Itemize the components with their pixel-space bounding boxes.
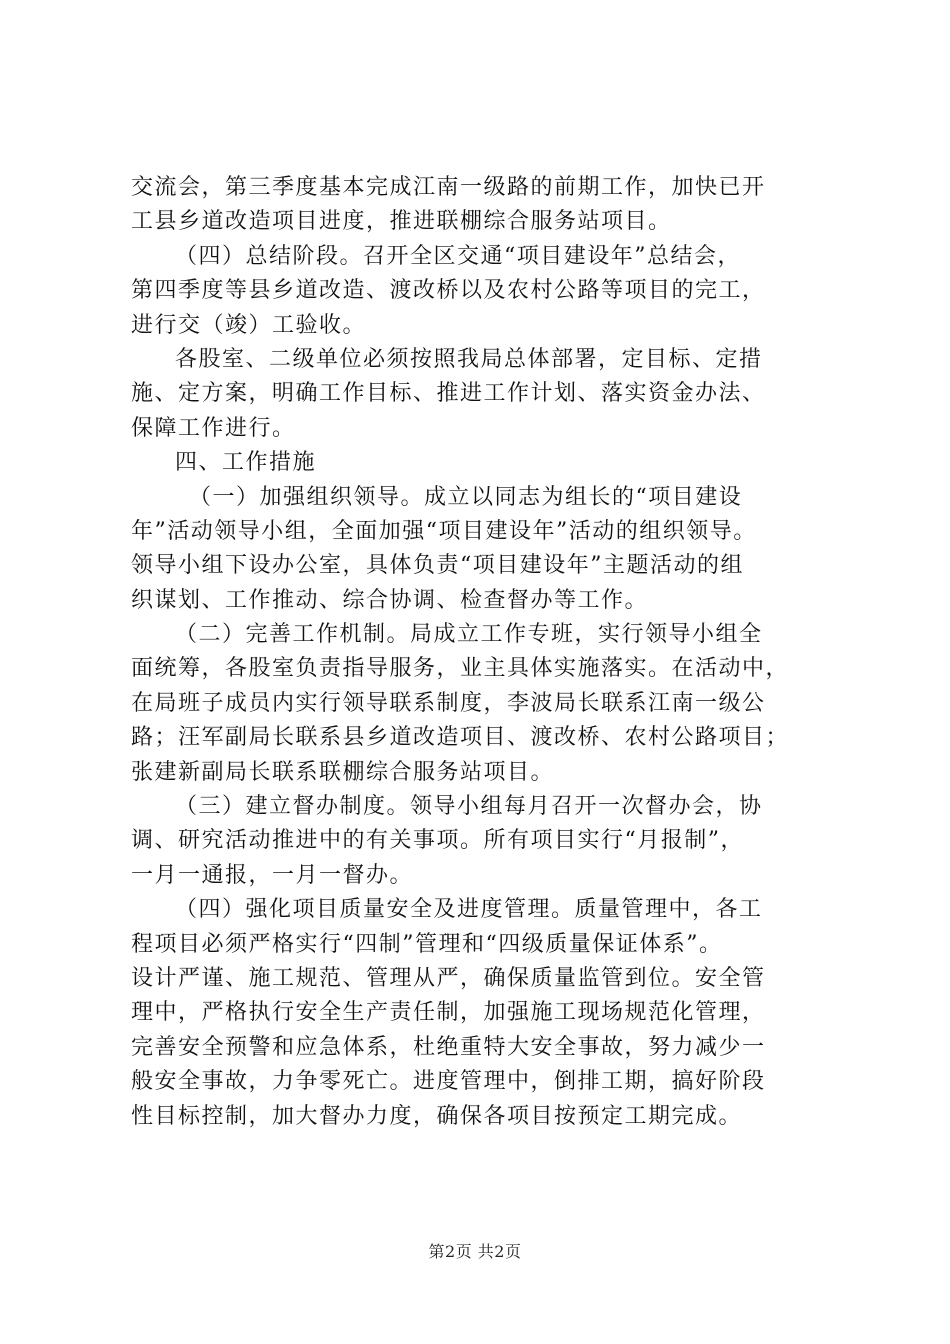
text-line: （四）强化项目质量安全及进度管理。质量管理中，各工 (175, 897, 763, 923)
text-line: 在局班子成员内实行领导联系制度，李波局长联系江南一级公 (131, 690, 766, 716)
text-line: 织谋划、工作推动、综合协调、检查督办等工作。 (131, 587, 649, 613)
text-line: 路；汪军副局长联系县乡道改造项目、渡改桥、农村公路项目； (131, 725, 790, 751)
text-line: 性目标控制，加大督办力度，确保各项目按预定工期完成。 (131, 1103, 743, 1129)
text-line: 调、研究活动推进中的有关事项。所有项目实行“月报制”， (131, 828, 744, 854)
text-line: 理中，严格执行安全生产责任制，加强施工现场规范化管理， (131, 1000, 766, 1026)
text-line: 面统筹，各股室负责指导服务，业主具体实施落实。在活动中， (131, 656, 790, 682)
text-line: 交流会，第三季度基本完成江南一级路的前期工作，加快已开 (131, 175, 766, 200)
text-line: （四）总结阶段。召开全区交通“项目建设年”总结会， (175, 243, 741, 269)
text-line: （三）建立督办制度。领导小组每月召开一次督办会，协 (175, 794, 763, 820)
page-number-footer: 第2页 共2页 (428, 1242, 522, 1261)
section-heading: 四、工作措施 (175, 450, 317, 476)
text-line: 张建新副局长联系联棚综合服务站项目。 (131, 759, 555, 785)
text-line: 一月一通报，一月一督办。 (131, 862, 414, 888)
text-line: （二）完善工作机制。局成立工作专班，实行领导小组全 (175, 622, 763, 648)
text-line: （一）加强组织领导。成立以同志为组长的“项目建设 (189, 484, 743, 510)
text-line: 设计严谨、施工规范、管理从严，确保质量监管到位。安全管 (131, 965, 766, 991)
text-line: 进行交（竣）工验收。 (131, 312, 367, 338)
text-line: 领导小组下设办公室，具体负责“项目建设年”主题活动的组 (131, 553, 744, 579)
text-line: 保障工作进行。 (131, 415, 296, 441)
document-body (131, 171, 831, 1134)
text-line: 施、定方案，明确工作目标、推进工作计划、落实资金办法、 (131, 381, 766, 407)
text-line: 第四季度等县乡道改造、渡改桥以及农村公路等项目的完工， (131, 278, 766, 304)
text-line: 完善安全预警和应急体系，杜绝重特大安全事故，努力减少一 (131, 1034, 766, 1060)
text-line: 各股室、二级单位必须按照我局总体部署，定目标、定措 (175, 346, 763, 372)
text-line: 年”活动领导小组，全面加强“项目建设年”活动的组织领导。 (131, 518, 757, 544)
text-line: 工县乡道改造项目进度，推进联棚综合服务站项目。 (131, 209, 672, 235)
text-line: 般安全事故，力争零死亡。进度管理中，倒排工期，搞好阶段 (131, 1069, 766, 1095)
text-line: 程项目必须严格实行“四制”管理和“四级质量保证体系”。 (131, 931, 723, 957)
